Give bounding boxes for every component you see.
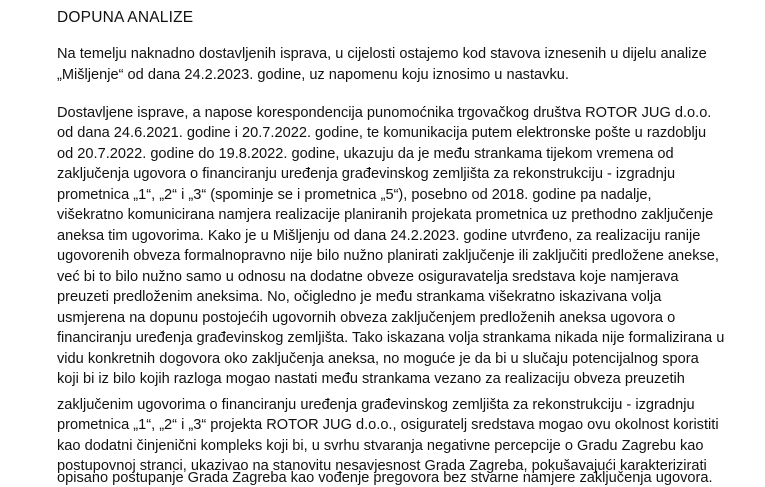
text-line: prometnica „1“, „2“ i „3“ (spominje se i prometnica „5“), posebno od 2018. godine pa nadalje, [57,187,652,203]
text-line: od 20.7.2022. godine do 19.8.2022. godine, ukazuju da je među strankama tijekom vremena od [57,146,674,162]
text-line: aneksa tim ugovorima. Kako je u Mišljenju od dana 24.2.2023. godine utvrđeno, za realizaciju ranije [57,228,701,244]
text-line: financiranju uređenja građevinskog zemljišta. Tako iskazana volja strankama nikada nije formalizirana u [57,330,725,346]
text-line: opisano postupanje Grada Zagreba kao vođenje pregovora bez stvarne namjere zaključenja ugovora. [57,470,713,486]
text-line: ugovorenih obveza formalnopravno nije bilo nužno planirati zaključenje ili zaključiti predložene anekse, [57,248,719,264]
text-line: preuzeti predloženim aneksima. No, očigledno je među strankama višekratno iskazivana volja [57,289,662,305]
text-line: postupovnoj stranci, ukazivao na stanovitu nesavjesnost Grada Zagreba, pokušavajući karakterizirati [57,458,707,474]
text-line: usmjerena na dopunu postojećih ugovornih obveza zaključenjem predloženih aneksa ugovora o [57,310,676,326]
text-line: „Mišljenje“ od dana 24.2.2023. godine, uz napomenu koju iznosimo u nastavku. [57,67,569,83]
text-line: vidu konkretnih dogovora oko zaključenja aneksa, no moguće je da bi u slučaju potencijalnog spora [57,351,699,367]
text-line: već bi to bilo nužno samo u odnosu na dodatne obveze osiguravatelja sredstava koje namjerava [57,269,679,285]
text-line: Na temelju naknadno dostavljenih isprava, u cijelosti ostajemo kod stavova iznesenih u dijelu analize [57,46,707,62]
text-line: kao dodatni činjenični kompleks koji bi, u svrhu stvaranja negativne percepcije o Gradu Zagrebu kao [57,438,704,454]
text-line: zaključenja ugovora o financiranju uređenja građevinskog zemljišta za rekonstrukciju - izgradnju [57,166,676,182]
text-line: zaključenim ugovorima o financiranju uređenja građevinskog zemljišta za rekonstrukciju - izgradnju [57,397,695,413]
document-heading: DOPUNA ANALIZE [57,9,194,26]
text-line: prometnica „1“, „2“ i „3“ projekta ROTOR JUG d.o.o., osiguratelj sredstava mogao ovu okolnost koristiti [57,417,719,433]
text-line: višekratno komunicirana namjera realizacije planiranih projekata prometnica uz prethodno zaključenje [57,207,714,223]
text-line: Dostavljene isprave, a napose korespondencija punomoćnika trgovačkog društva ROTOR JUG d.o.o. [57,105,712,121]
text-line: koji bi iz bilo kojih razloga mogao nastati među strankama vezano za realizaciju obveza preuzetih [57,371,685,387]
text-line: od dana 24.6.2021. godine i 20.7.2022. godine, te komunikacija putem elektronske pošte u razdoblju [57,125,707,141]
